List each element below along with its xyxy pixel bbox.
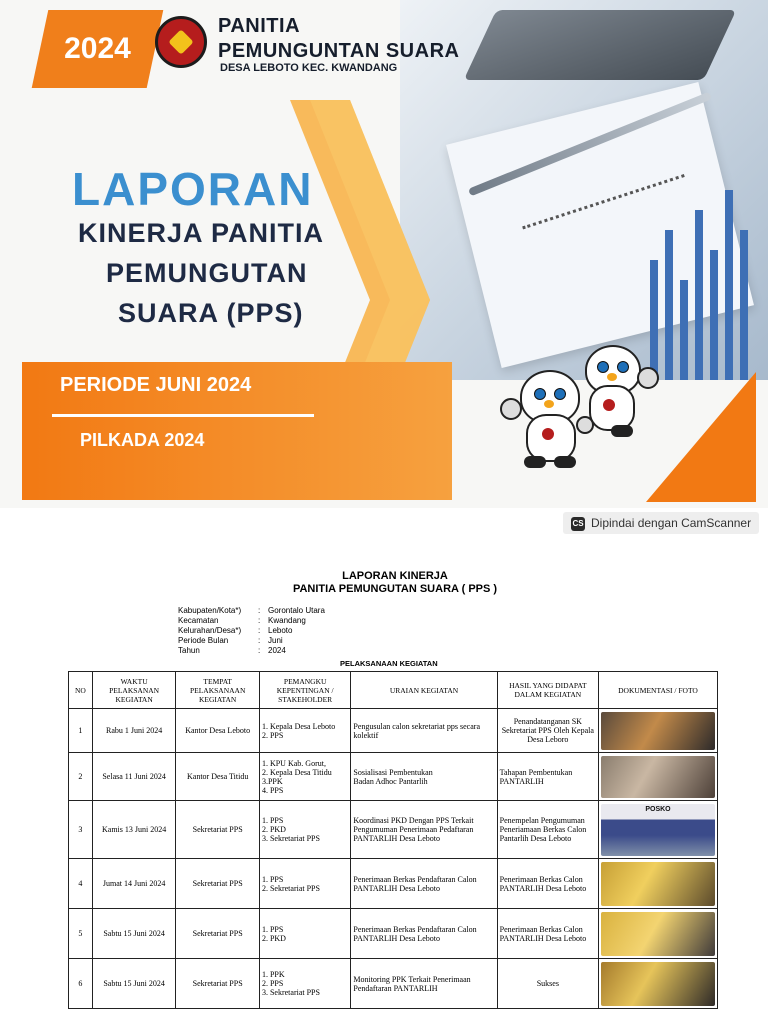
chart-paper-image (446, 82, 754, 368)
cell-photo (598, 709, 717, 753)
meta-key: Kabupaten/Kota*) (178, 606, 242, 615)
section-title: PELAKSANAAN KEGIATAN (340, 659, 438, 668)
cover-title-main: LAPORAN (72, 163, 314, 215)
cell-photo (598, 909, 717, 959)
cell-uraian: Penerimaan Berkas Pendaftaran Calon PANTARLIH Desa Leboto (351, 859, 497, 909)
meta-key: Kecamatan (178, 616, 219, 625)
col-header-no: NO (69, 672, 93, 709)
divider (52, 414, 314, 417)
meta-row (178, 636, 325, 646)
cell-uraian: Penerimaan Berkas Pendaftaran Calon PANTARLIH Desa Leboto (351, 909, 497, 959)
meta-row (178, 626, 325, 636)
cell-photo (598, 959, 717, 1009)
cell-waktu: Jumat 14 Juni 2024 (92, 859, 176, 909)
cell-tempat: Sekretariat PPS (176, 859, 260, 909)
meta-key: Kelurahan/Desa*) (178, 626, 242, 635)
kpu-logo (155, 16, 207, 68)
cell-hasil: Penandatanganan SK Sekretariat PPS Oleh Kepala Desa Leboro (497, 709, 598, 753)
report-subtitle: PANITIA PEMUNGUTAN SUARA ( PPS ) (292, 583, 498, 595)
cell-tempat: Sekretariat PPS (176, 959, 260, 1009)
keyboard-image (464, 10, 737, 80)
meta-colon: : (258, 606, 261, 615)
camscanner-watermark (563, 512, 759, 534)
table-header-row (69, 672, 718, 709)
meta-colon: : (258, 626, 261, 635)
meta-value: Kwandang (268, 616, 306, 625)
cover-title-line2: KINERJA PANITIA (78, 218, 325, 248)
cell-photo (598, 859, 717, 909)
table-row (69, 753, 718, 801)
activity-photo (601, 756, 715, 798)
camscanner-icon: CS (571, 517, 585, 531)
meta-value: 2024 (268, 646, 286, 655)
meta-key: Tahun (178, 646, 200, 655)
cell-hasil: Penerimaan Berkas Calon PANTARLIH Desa Leboto (497, 909, 598, 959)
cell-no: 6 (69, 959, 93, 1009)
table-row (69, 859, 718, 909)
meta-value: Leboto (268, 626, 293, 635)
meta-row (178, 646, 325, 656)
table-row (69, 709, 718, 753)
cell-stakeholder: 1. PPS 2. Sekretariat PPS (259, 859, 350, 909)
cell-no: 4 (69, 859, 93, 909)
cell-uraian: Sosialisasi Pembentukan Badan Adhoc Pantarlih (351, 753, 497, 801)
cell-hasil: Sukses (497, 959, 598, 1009)
activity-photo (601, 712, 715, 750)
meta-colon: : (258, 636, 261, 645)
cell-tempat: Kantor Desa Titidu (176, 753, 260, 801)
camscanner-label: Dipindai dengan CamScanner (591, 516, 752, 530)
chart-bar-decoration (680, 280, 688, 380)
cell-uraian: Koordinasi PKD Dengan PPS Terkait Pengumuman Penerimaan Pedaftaran PANTARLIH Desa Leboto (351, 801, 497, 859)
activity-photo (601, 962, 715, 1006)
cell-stakeholder: 1. PPS 2. PKD (259, 909, 350, 959)
cell-photo (598, 753, 717, 801)
activity-photo (601, 912, 715, 956)
table-row (69, 801, 718, 859)
meta-row (178, 606, 325, 616)
period-text: PERIODE JUNI 2024 (60, 374, 252, 396)
meta-value: Juni (268, 636, 283, 645)
mascot-right (575, 345, 665, 445)
table-row (69, 959, 718, 1009)
chart-bar-decoration (710, 250, 718, 380)
cell-no: 5 (69, 909, 93, 959)
cell-stakeholder: 1. PPS 2. PKD 3. Sekretariat PPS (259, 801, 350, 859)
photo-caption: POSKO (645, 805, 671, 813)
cell-waktu: Kamis 13 Juni 2024 (92, 801, 176, 859)
cell-waktu: Sabtu 15 Juni 2024 (92, 909, 176, 959)
cell-waktu: Sabtu 15 Juni 2024 (92, 959, 176, 1009)
pilkada-text: PILKADA 2024 (80, 430, 205, 450)
col-header-waktu: WAKTU PELAKSANAN KEGIATAN (92, 672, 176, 709)
cell-stakeholder: 1. PPK 2. PPS 3. Sekretariat PPS (259, 959, 350, 1009)
meta-colon: : (258, 646, 261, 655)
report-title: LAPORAN KINERJA (342, 570, 448, 582)
col-header-stakeholder: PEMANGKU KEPENTINGAN / STAKEHOLDER (259, 672, 350, 709)
chart-bar-decoration (740, 230, 748, 380)
cell-waktu: Selasa 11 Juni 2024 (92, 753, 176, 801)
col-header-tempat: TEMPAT PELAKSANAAN KEGIATAN (176, 672, 260, 709)
meta-colon: : (258, 616, 261, 625)
cell-tempat: Sekretariat PPS (176, 801, 260, 859)
col-header-uraian: URAIAN KEGIATAN (351, 672, 497, 709)
table-row (69, 909, 718, 959)
year-text: 2024 (64, 32, 131, 65)
org-name-line2: PEMUNGUNTAN SUARA (218, 40, 460, 62)
cell-hasil: Penempelan Pengumuman Peneriamaan Berkas Calon Pantarlih Desa Leboto (497, 801, 598, 859)
activity-photo (601, 862, 715, 906)
activity-table (68, 671, 718, 1009)
meta-row (178, 616, 325, 626)
chart-bar-decoration (665, 230, 673, 380)
cell-tempat: Sekretariat PPS (176, 909, 260, 959)
logo-emblem-icon (168, 29, 193, 54)
cover-title-line3: PEMUNGUTAN (106, 258, 308, 288)
cell-photo (598, 801, 717, 859)
cell-no: 3 (69, 801, 93, 859)
cell-no: 2 (69, 753, 93, 801)
report-cover (0, 0, 768, 508)
chart-bar-decoration (695, 210, 703, 380)
cell-waktu: Rabu 1 Juni 2024 (92, 709, 176, 753)
cell-tempat: Kantor Desa Leboto (176, 709, 260, 753)
cell-hasil: Penerimaan Berkas Calon PANTARLIH Desa Leboto (497, 859, 598, 909)
report-meta (178, 606, 325, 656)
cell-uraian: Monitoring PPK Terkait Penerimaan Pendaftaran PANTARLIH (351, 959, 497, 1009)
cell-no: 1 (69, 709, 93, 753)
org-name-line1: PANITIA (218, 15, 301, 37)
org-location: DESA LEBOTO KEC. KWANDANG (220, 62, 398, 74)
activity-photo (601, 804, 715, 856)
chart-bar-decoration (725, 190, 733, 380)
year-badge (32, 10, 164, 88)
col-header-hasil: HASIL YANG DIDAPAT DALAM KEGIATAN (497, 672, 598, 709)
cell-hasil: Tahapan Pembentukan PANTARLIH (497, 753, 598, 801)
cell-stakeholder: 1. KPU Kab. Gorut, 2. Kepala Desa Titidu 3.PPK 4. PPS (259, 753, 350, 801)
col-header-foto: DOKUMENTASI / FOTO (598, 672, 717, 709)
cover-title-line4: SUARA (PPS) (118, 298, 304, 328)
cell-uraian: Pengusulan calon sekretariat pps secara kolektif (351, 709, 497, 753)
meta-value: Gorontalo Utara (268, 606, 325, 615)
meta-key: Periode Bulan (178, 636, 229, 645)
cell-stakeholder: 1. Kepala Desa Leboto 2. PPS (259, 709, 350, 753)
